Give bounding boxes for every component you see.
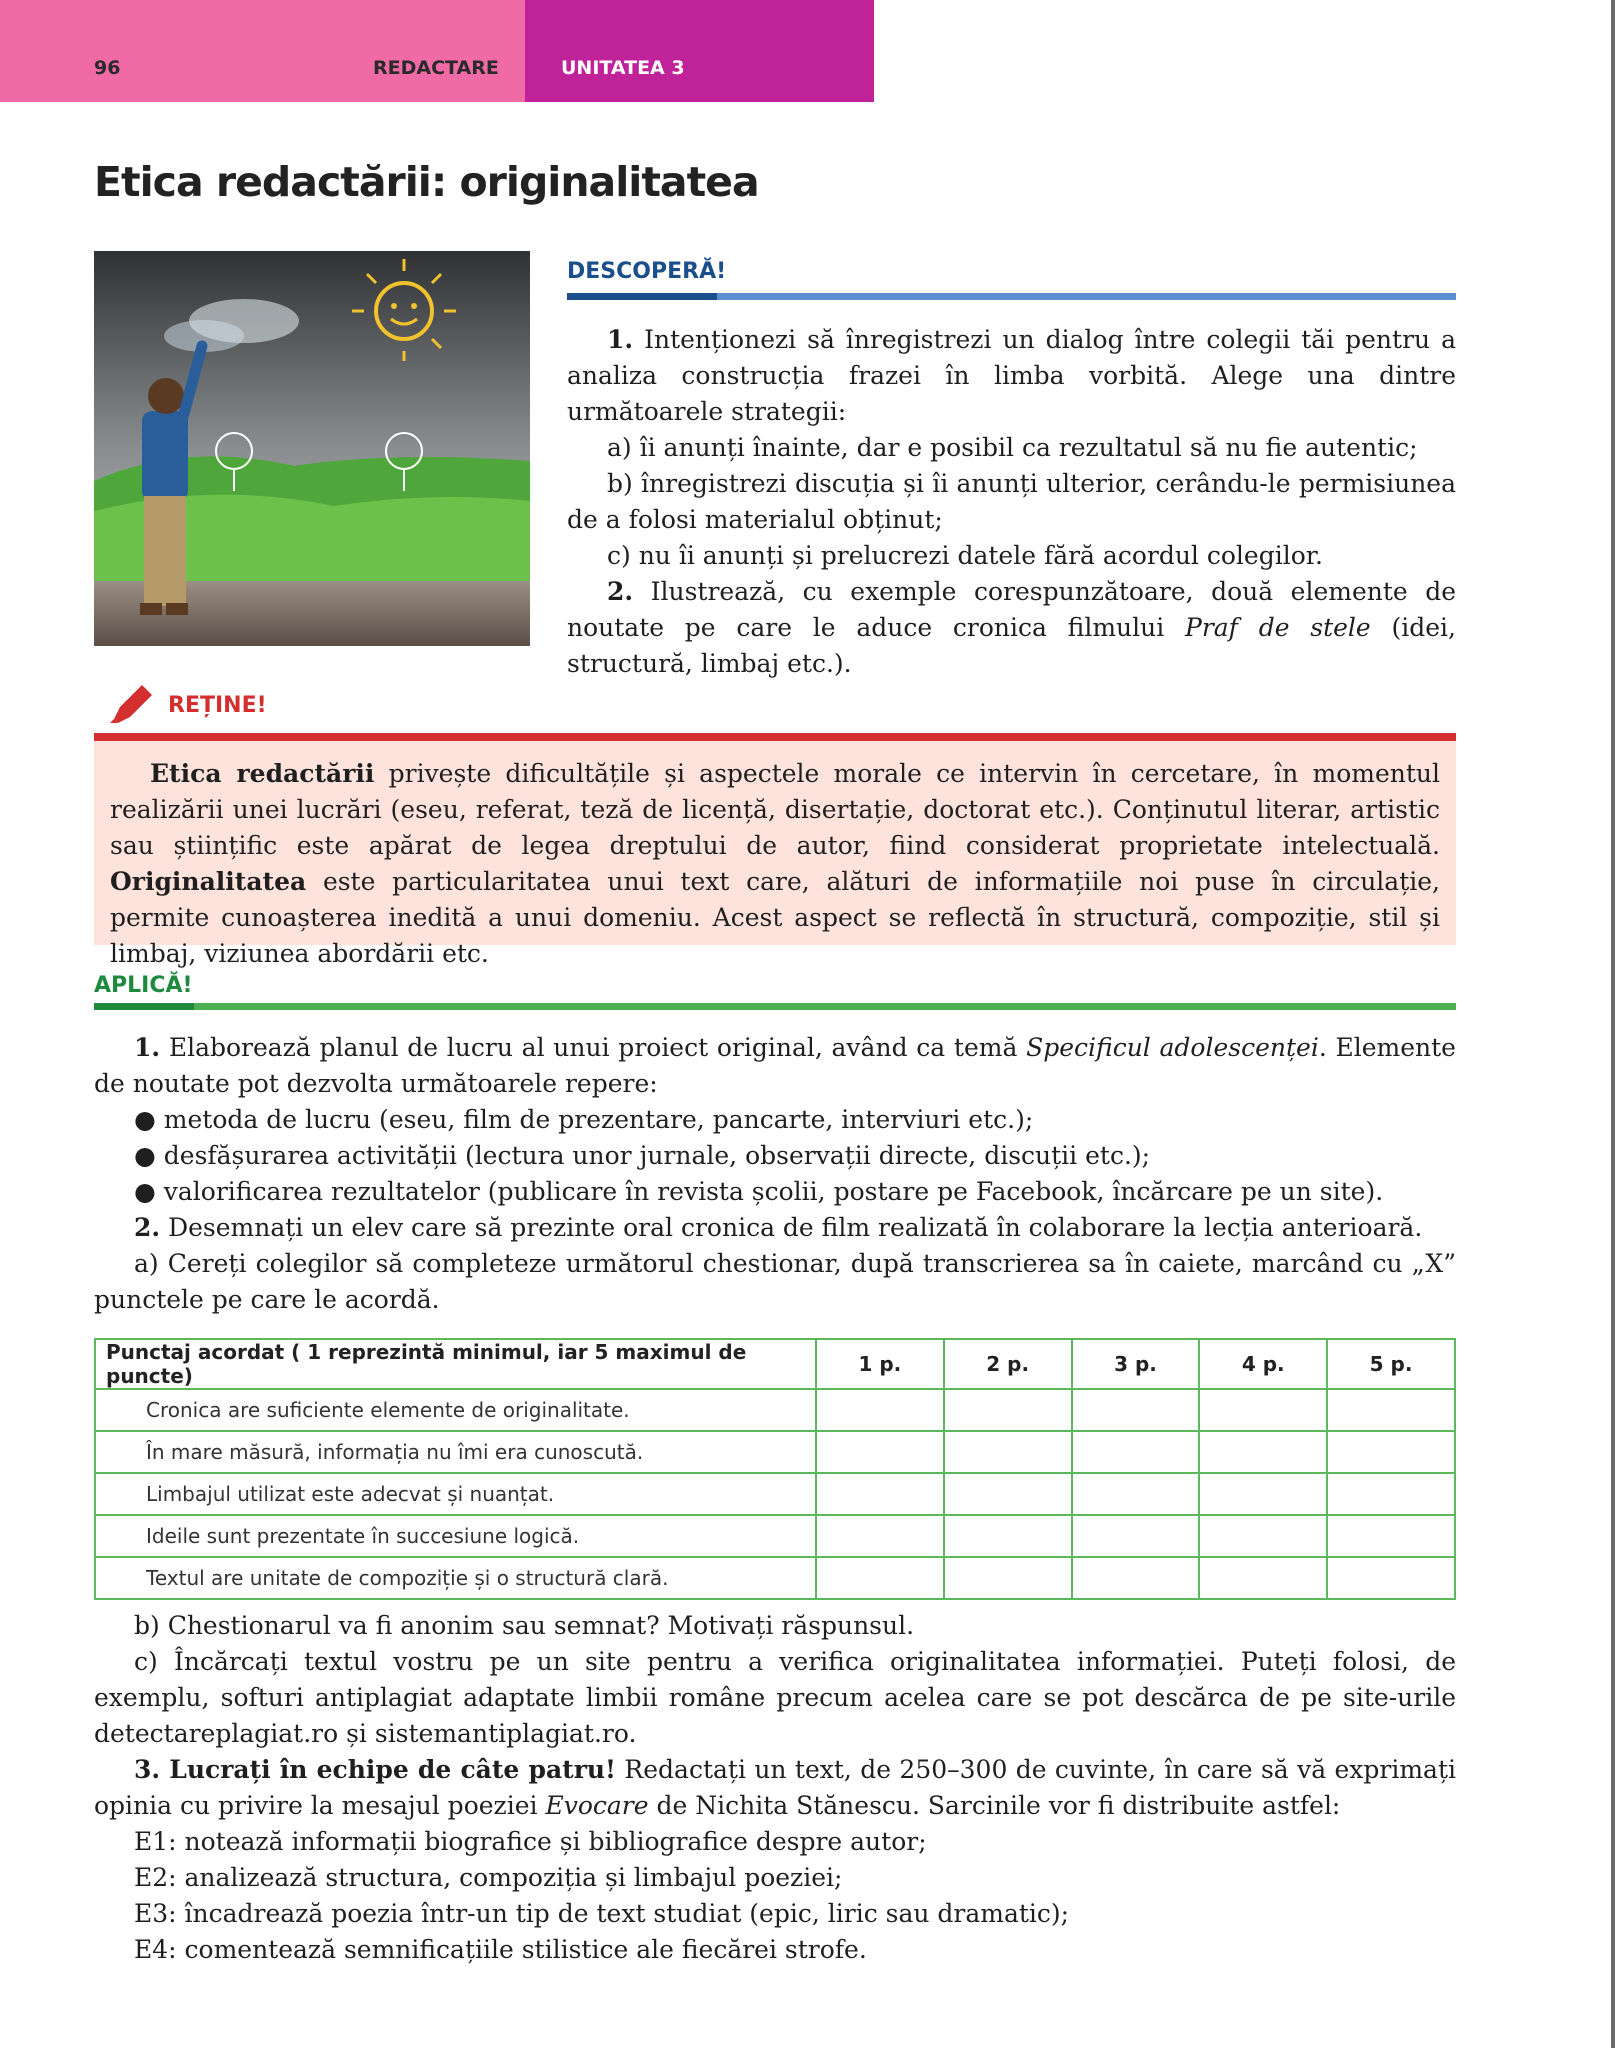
score-cell[interactable] xyxy=(944,1431,1072,1473)
task-2b: b) Chestionarul va fi anonim sau semnat? Motivați răspunsul. xyxy=(134,1611,915,1640)
question-number: 2. xyxy=(607,577,634,606)
table-row xyxy=(95,1473,1455,1515)
question-1: Intenționezi să înregistrezi un dialog între colegii tăi pentru a analiza construcția frazei în limba vorbită. Alege una dintre următoarele strategii: xyxy=(567,325,1456,426)
score-cell[interactable] xyxy=(1199,1389,1327,1431)
score-cell[interactable] xyxy=(816,1389,944,1431)
task-2c: c) Încărcați textul vostru pe un site pentru a verifica originalitatea informației. Puteți folosi, de exemplu, softuri antiplagiat adaptate limbii române precum acelea care se pot descărca de pe site-urile detectareplagiat.ro și sistemantiplagiat.ro. xyxy=(94,1647,1456,1748)
boy-drawing-illustration xyxy=(94,251,530,646)
score-cell[interactable] xyxy=(944,1557,1072,1599)
table-header: Punctaj acordat ( 1 reprezintă minimul, iar 5 maximul de puncte) xyxy=(95,1339,816,1389)
score-header: 5 p. xyxy=(1327,1339,1455,1389)
task-1-end: . Elemente de noutate pot dezvolta următoarele repere: xyxy=(94,1033,1456,1098)
bullet-item: metoda de lucru (eseu, film de prezentare, pancarte, interviuri etc.); xyxy=(163,1105,1034,1134)
score-cell[interactable] xyxy=(1199,1473,1327,1515)
aplica-text-top: 1. Elaborează planul de lucru al unui proiect original, având ca temă Specificul adolescenței. Elemente de noutate pot dezvolta următoarele repere: ● metoda de lucru (eseu, film de prezentare, pancarte, interviuri etc.); ● desfășurarea activității (lectura unor jurnale, observații directe, discuții etc.); ● valorificarea rezultatelor (publicare în revista școlii, postare pe Facebook, încărcare pe un site). 2. Desemnați un elev care să prezinte oral cronica de film realizată în colaborare la lecția anterioară. a) Cereți colegilor să completeze următorul chestionar, după transcrierea sa în caiete, marcând cu „X” punctele pe care le acordă. xyxy=(94,1030,1456,1318)
questionnaire-table xyxy=(94,1338,1456,1600)
descopera-heading: DESCOPERĂ! xyxy=(567,259,727,284)
section-label: REDACTARE xyxy=(373,57,499,79)
score-cell[interactable] xyxy=(1199,1515,1327,1557)
criterion-cell: În mare măsură, informația nu îmi era cunoscută. xyxy=(95,1431,816,1473)
score-cell[interactable] xyxy=(816,1515,944,1557)
task-3-end: de Nichita Stănescu. Sarcinile vor fi distribuite astfel: xyxy=(656,1791,1341,1820)
term-originalitatea: Originalitatea xyxy=(110,867,307,896)
retine-heading: REȚINE! xyxy=(168,693,267,718)
definition-originalitatea: este particularitatea unui text care, alături de informațiile noi puse în circulație, permite cunoașterea inedită a unui domeniu. Acest aspect se reflectă în structură, compoziție, stil și limbaj, viziunea abordării etc. xyxy=(110,867,1440,968)
score-cell[interactable] xyxy=(1327,1515,1455,1557)
task-3: Redactați un text, de 250–300 de cuvinte, în care să vă exprimați opinia cu privire la mesajul poeziei xyxy=(94,1755,1456,1820)
score-cell[interactable] xyxy=(1199,1431,1327,1473)
question-2-end: (idei, structură, limbaj etc.). xyxy=(567,613,1456,678)
descopera-text xyxy=(567,322,1456,682)
score-cell[interactable] xyxy=(816,1557,944,1599)
score-cell[interactable] xyxy=(1327,1557,1455,1599)
retine-text xyxy=(110,756,1440,972)
table-row xyxy=(95,1431,1455,1473)
project-theme: Specificul adolescenței xyxy=(1026,1033,1319,1062)
aplica-rule xyxy=(94,1003,1456,1010)
page-edge xyxy=(1611,0,1615,2048)
option-b: b) înregistrezi discuția și îi anunți ulterior, cerându-le permisiunea de a folosi materialul obținut; xyxy=(567,469,1456,534)
score-cell[interactable] xyxy=(1327,1389,1455,1431)
score-cell[interactable] xyxy=(1327,1473,1455,1515)
option-a: a) îi anunți înainte, dar e posibil ca rezultatul să nu fie autentic; xyxy=(607,433,1418,462)
score-header: 2 p. xyxy=(944,1339,1072,1389)
unit-label: UNITATEA 3 xyxy=(561,57,685,79)
aplica-heading: APLICĂ! xyxy=(94,973,193,998)
aplica-text-bottom xyxy=(94,1608,1456,1968)
task-number: 2. xyxy=(134,1213,161,1242)
film-title: Praf de stele xyxy=(1185,613,1371,642)
criterion-cell: Limbajul utilizat este adecvat și nuanțat. xyxy=(95,1473,816,1515)
task-3-title: 3. Lucrați în echipe de câte patru! xyxy=(134,1755,617,1784)
team-task: E4: comentează semnificațiile stilistice ale fiecărei strofe. xyxy=(134,1935,867,1964)
team-task: E2: analizează structura, compoziția și limbajul poeziei; xyxy=(134,1863,843,1892)
criterion-cell: Ideile sunt prezentate în succesiune logică. xyxy=(95,1515,816,1557)
bullet-item: valorificarea rezultatelor (publicare în revista școlii, postare pe Facebook, încărcare pe un site). xyxy=(163,1177,1384,1206)
descopera-rule xyxy=(567,293,1456,300)
page-number: 96 xyxy=(94,57,121,79)
page-title: Etica redactării: originalitatea xyxy=(94,158,759,206)
team-task: E3: încadrează poezia într-un tip de text studiat (epic, liric sau dramatic); xyxy=(134,1899,1070,1928)
table-row xyxy=(95,1515,1455,1557)
table-header-row xyxy=(95,1339,1455,1389)
task-1: Elaborează planul de lucru al unui proiect original, având ca temă xyxy=(168,1033,1018,1062)
score-cell[interactable] xyxy=(1199,1557,1327,1599)
header-band-right xyxy=(525,0,874,102)
score-cell[interactable] xyxy=(1072,1431,1200,1473)
option-c: c) nu îi anunți și prelucrezi datele fără acordul colegilor. xyxy=(607,541,1323,570)
criterion-cell: Textul are unitate de compoziție și o structură clară. xyxy=(95,1557,816,1599)
header-band-left xyxy=(0,0,525,102)
bullet-item: desfășurarea activității (lectura unor jurnale, observații directe, discuții etc.); xyxy=(163,1141,1151,1170)
task-2a: a) Cereți colegilor să completeze următorul chestionar, după transcrierea sa în caiete, marcând cu „X” punctele pe care le acordă. xyxy=(94,1249,1456,1314)
score-cell[interactable] xyxy=(1072,1557,1200,1599)
score-header: 1 p. xyxy=(816,1339,944,1389)
criterion-cell: Cronica are suficiente elemente de originalitate. xyxy=(95,1389,816,1431)
question-number: 1. xyxy=(607,325,634,354)
task-2: Desemnați un elev care să prezinte oral cronica de film realizată în colaborare la lecția anterioară. xyxy=(168,1213,1423,1242)
score-cell[interactable] xyxy=(1072,1473,1200,1515)
score-cell[interactable] xyxy=(1072,1389,1200,1431)
score-cell[interactable] xyxy=(816,1473,944,1515)
definition-etica: privește dificultățile și aspectele morale ce intervin în cercetare, în momentul realizării unei lucrări (eseu, referat, teză de licență, disertație, doctorat etc.). Conținutul literar, artistic sau științific este apărat de legea dreptului de autor, fiind considerat proprietate intelectuală. xyxy=(110,759,1440,860)
poem-title: Evocare xyxy=(545,1791,649,1820)
table-row xyxy=(95,1389,1455,1431)
table-row xyxy=(95,1557,1455,1599)
score-header: 3 p. xyxy=(1072,1339,1200,1389)
score-header: 4 p. xyxy=(1199,1339,1327,1389)
score-cell[interactable] xyxy=(1072,1515,1200,1557)
score-cell[interactable] xyxy=(944,1389,1072,1431)
term-etica: Etica redactării xyxy=(150,759,375,788)
pencil-icon xyxy=(108,683,154,727)
score-cell[interactable] xyxy=(816,1431,944,1473)
retine-rule xyxy=(94,733,1456,741)
question-2: Ilustrează, cu exemple corespunzătoare, două elemente de noutate pe care le aduce cronica filmului xyxy=(567,577,1456,642)
score-cell[interactable] xyxy=(944,1515,1072,1557)
task-number: 1. xyxy=(134,1033,161,1062)
score-cell[interactable] xyxy=(944,1473,1072,1515)
team-task: E1: notează informații biografice și bibliografice despre autor; xyxy=(134,1827,927,1856)
score-cell[interactable] xyxy=(1327,1431,1455,1473)
